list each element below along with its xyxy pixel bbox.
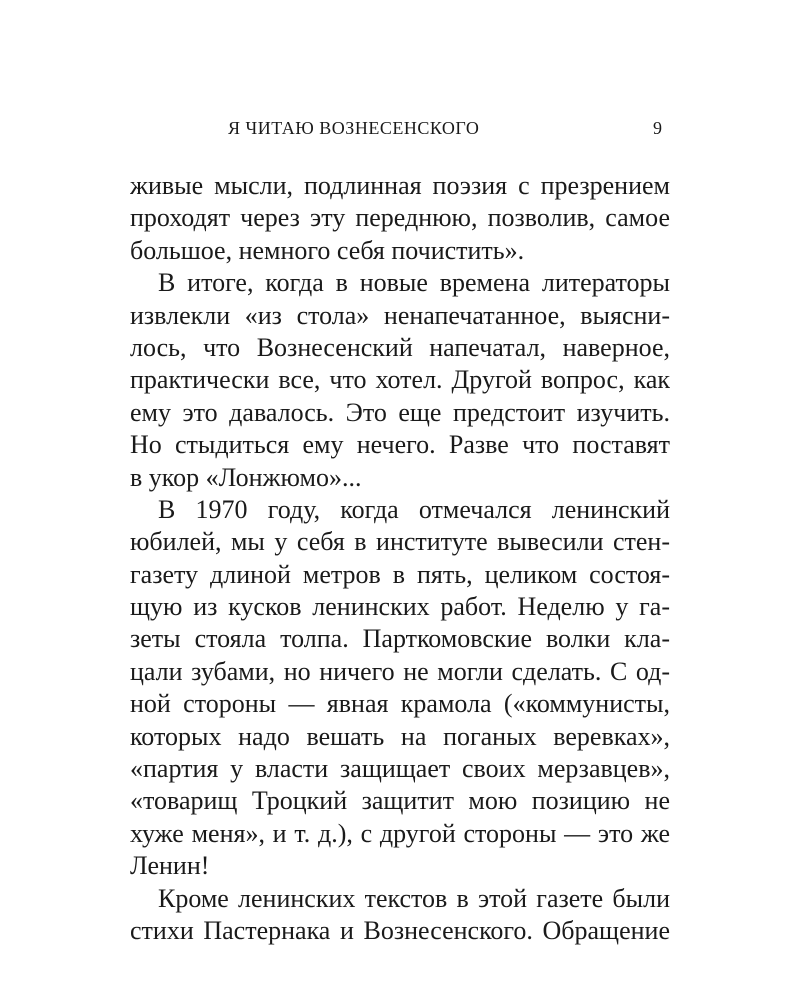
text-line: извлекли «из стола» ненапечатанное, выясни- [130, 300, 670, 330]
text-line: хуже меня», и т. д.), с другой стороны — это же [130, 818, 670, 848]
text-line: ему это давалось. Это еще предстоит изучить. [130, 397, 670, 427]
text-line: зеты стояла толпа. Парткомовские волки кла- [130, 624, 670, 654]
text-line: лось, что Вознесенский напечатал, наверное, [130, 332, 670, 362]
text-line: В 1970 году, когда отмечался ленинский [158, 494, 670, 524]
page-header [130, 118, 670, 142]
page-number: 9 [653, 118, 662, 138]
text-line: «товарищ Троцкий защитит мою позицию не [130, 786, 670, 816]
text-line: большое, немного себя почистить». [130, 235, 525, 265]
text-line: практически все, что хотел. Другой вопрос, как [130, 365, 670, 395]
text-line: ной стороны — явная крамола («коммунисты, [130, 689, 670, 719]
text-line: щую из кусков ленинских работ. Неделю у га- [130, 592, 670, 622]
text-line: в укор «Лонжюмо»... [130, 462, 362, 492]
text-line: газету длиной метров в пять, целиком состоя- [130, 559, 670, 589]
text-line: проходят через эту переднюю, позволив, самое [130, 203, 670, 233]
text-line: Кроме ленинских текстов в этой газете были [158, 883, 670, 913]
text-line: Ленин! [130, 851, 210, 881]
running-title: Я ЧИТАЮ ВОЗНЕСЕНСКОГО [228, 118, 480, 138]
text-line: цали зубами, но ничего не могли сделать. С од- [130, 656, 670, 686]
text-line: «партия у власти защищает своих мерзавцев», [130, 754, 670, 784]
text-line: юбилей, мы у себя в институте вывесили стен- [130, 527, 670, 557]
text-line: В итоге, когда в новые времена литераторы [158, 268, 670, 298]
text-line: Но стыдиться ему нечего. Разве что поставят [130, 430, 670, 460]
text-line: стихи Пастернака и Вознесенского. Обращение [130, 915, 670, 945]
text-line: живые мысли, подлинная поэзия с презрением [130, 171, 670, 200]
text-line: которых надо вешать на поганых веревках», [130, 721, 670, 751]
body-text [130, 170, 670, 947]
